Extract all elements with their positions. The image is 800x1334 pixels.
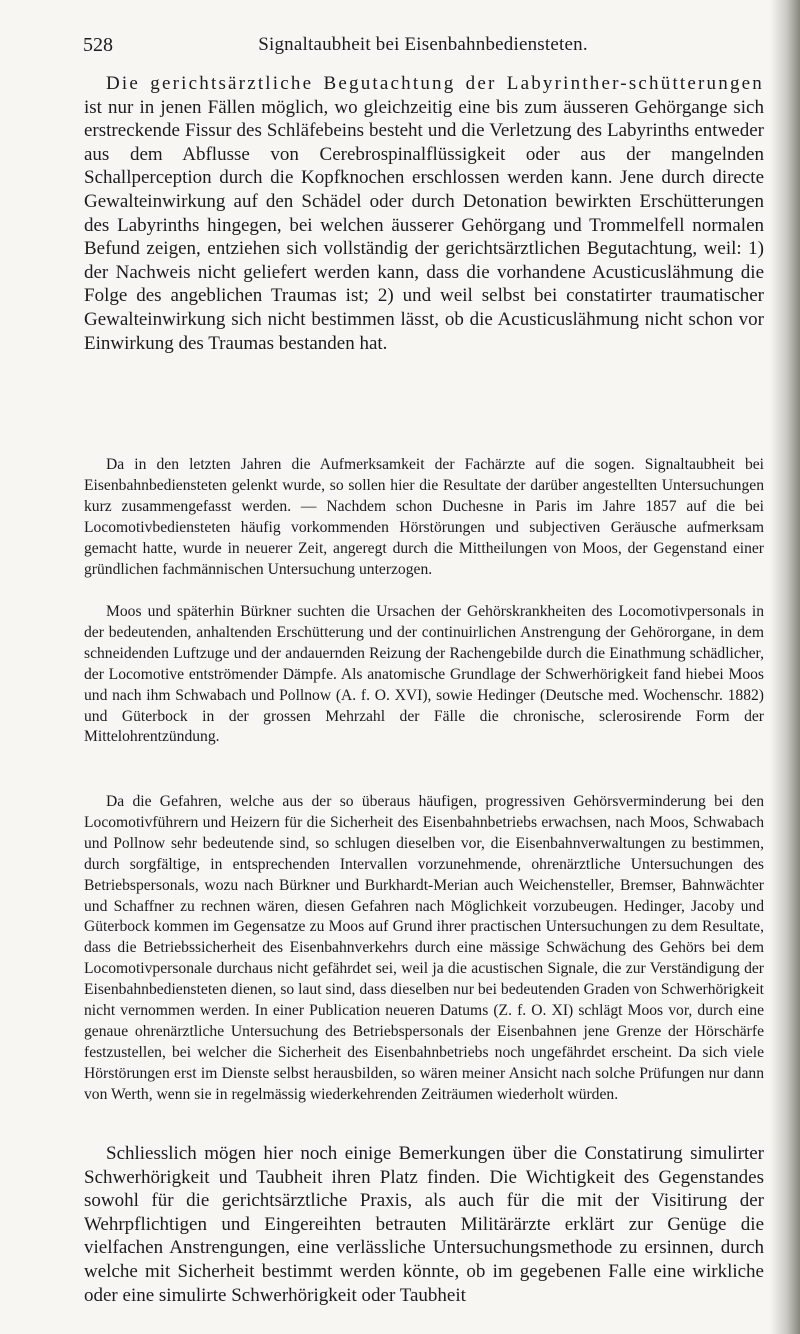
- paragraph-gefahren: [84, 792, 764, 1106]
- running-title: Signaltaubheit bei Eisenbahnbediensteten.: [258, 34, 588, 55]
- paragraph-text: Moos und späterhin Bürkner suchten die Ursachen der Gehörskrankheiten des Locomotivpersonals in der bedeutenden, anhaltenden Erschütterung und der continuirlichen Anstrengung der Gehörorgane, in dem schneidenden Luftzuge und der andauernden Reizung der Rachengebilde durch die Einathmung schädlicher, der Locomotive entströmender Dämpfe. Als anatomische Grundlage der Schwerhörigkeit fand hiebei Moos und nach ihm Schwabach und Pollnow (A. f. O. XVI), sowie Hedinger (Deutsche med. Wochenschr. 1882) und Güterbock in der grossen Mehrzahl der Fälle die chronische, sclerosirende Form der Mittelohrentzündung.: [84, 603, 764, 746]
- spaced-lead-text: Die gerichtsärztliche Begutachtung der Labyrinther-schütterungen: [106, 73, 764, 94]
- paragraph-begutachtung: [84, 72, 764, 355]
- paragraph-text: Da die Gefahren, welche aus der so überaus häufigen, progressiven Gehörsverminderung bei den Locomotivführern und Heizern für die Sicherheit des Eisenbahnbetriebs erwachsen, nach Moos, Schwabach und Pollnow sehr bedeutende sind, so schlugen dieselben vor, die Eisenbahnverwaltungen zu bestimmen, durch sorgfältige, in entsprechenden Intervallen vorzunehmende, ohrenärztliche Untersuchungen des Betriebspersonals, wozu nach Bürkner und Burkhardt-Merian auch Weichensteller, Bremser, Bahnwächter und Schaffner zu rechnen wären, diesen Gefahren nach Möglichkeit vorzubeugen. Hedinger, Jacoby und Güterbock kommen im Gegensatze zu Moos auf Grund ihrer practischen Untersuchungen zu dem Resultate, dass die Betriebssicherheit des Eisenbahnverkehrs durch eine mässige Schwächung des Gehörs bei dem Locomotivpersonale durchaus nicht gefährdet sei, weil ja die acustischen Signale, die zur Verständigung der Eisenbahnbediensteten dienen, so laut sind, dass dieselben nur bei bedeutenden Graden von Schwerhörigkeit nicht vernommen werden. In einer Publication neueren Datums (Z. f. O. XI) schlägt Moos vor, durch eine genaue ohrenärztliche Untersuchung des Betriebspersonals der Eisenbahnen jene Grenze der Hörschärfe festzustellen, bei welcher die Sicherheit des Eisenbahnbetriebs noch ungefährdet erscheint. Da sich viele Hörstörungen erst im Dienste selbst herausbilden, so wären meiner Ansicht nach solche Prüfungen nur dann von Werth, wenn sie in regelmässig wiederkehrenden Zeiträumen wiederholt würden.: [84, 793, 764, 1103]
- page-edge-shadow: [770, 0, 800, 1334]
- paragraph-moos-buerkner: [84, 602, 764, 748]
- page-header: [83, 34, 763, 60]
- paragraph-simulation: [84, 1142, 764, 1307]
- paragraph-text: Da in den letzten Jahren die Aufmerksamkeit der Fachärzte auf die sogen. Signaltaubheit bei Eisenbahnbediensteten gelenkt wurde, so sollen hier die Resultate der darüber angestellten Untersuchungen kurz zusammengefasst werden. — Nachdem schon Duchesne in Paris im Jahre 1857 auf die bei Locomotivbediensteten häufig vorkommenden Hörstörungen und subjectiven Geräusche aufmerksam gemacht hatte, wurde in neuerer Zeit, angeregt durch die Mittheilungen von Moos, der Gegenstand einer gründlichen fachmännischen Untersuchung unterzogen.: [84, 456, 764, 578]
- paragraph-text: ist nur in jenen Fällen möglich, wo gleichzeitig eine bis zum äusseren Gehörgange sich erstreckende Fissur des Schläfebeins besteht und die Verletzung des Labyrinths entweder aus dem Abflusse von Cerebrospinalflüssigkeit oder aus der mangelnden Schallperception durch die Kopfknochen erschlossen werden kann. Jene durch directe Gewalteinwirkung auf den Schädel oder durch Detonation bewirkten Erschütterungen des Labyrinths hingegen, bei welchen äusserer Gehörgang und Trommelfell normalen Befund zeigen, entziehen sich vollständig der gerichtsärztlichen Begutachtung, weil: 1) der Nachweis nicht geliefert werden kann, dass die vorhandene Acusticuslähmung die Folge des angeblichen Traumas ist; 2) und weil selbst bei constatirter traumatischer Gewalteinwirkung sich nicht bestimmen lässt, ob die Acusticuslähmung nicht schon vor Einwirkung des Traumas bestanden hat.: [84, 96, 764, 354]
- page-number: 528: [83, 34, 113, 56]
- paragraph-signaltaubheit-intro: [84, 455, 764, 580]
- paragraph-text: Schliesslich mögen hier noch einige Bemerkungen über die Constatirung simulirter Schwerhörigkeit und Taubheit ihren Platz finden. Die Wichtigkeit des Gegenstandes sowohl für die gerichtsärztliche Praxis, als auch für die mit der Visitirung der Wehrpflichtigen und Eingereihten betrauten Militärärzte erklärt zur Genüge die vielfachen Anstrengungen, eine verlässliche Untersuchungsmethode zu ersinnen, durch welche mit Sicherheit bestimmt werden könnte, ob im gegebenen Falle eine wirkliche oder eine simulirte Schwerhörigkeit oder Taubheit: [84, 1143, 764, 1306]
